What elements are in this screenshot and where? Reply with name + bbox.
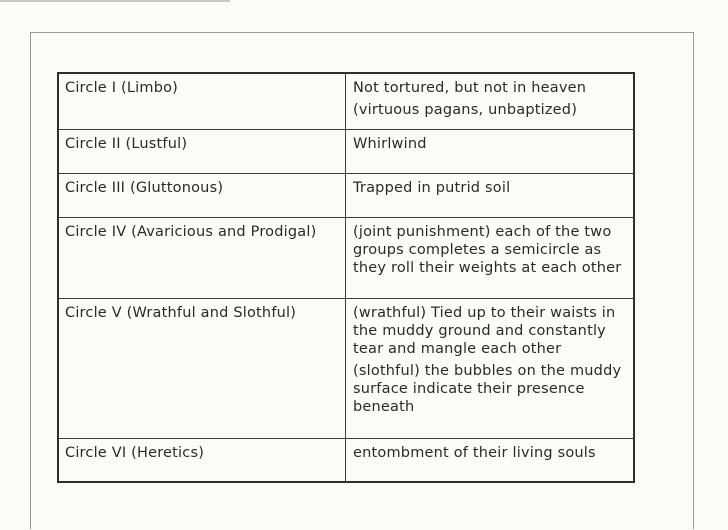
circle-name: Circle VI (Heretics) <box>59 439 346 481</box>
punishment-text: (joint punishment) each of the two groups completes a semicircle as they roll their weights at each other <box>353 224 622 276</box>
punishment-text: Whirlwind <box>353 136 427 152</box>
table-row <box>59 74 633 129</box>
punishment-text: (virtuous pagans, unbaptized) <box>353 102 578 118</box>
punishment-cell <box>346 130 633 173</box>
table-row <box>59 129 633 173</box>
table-row <box>59 217 633 298</box>
circle-name: Circle II (Lustful) <box>59 130 346 173</box>
circle-name: Circle III (Gluttonous) <box>59 174 346 217</box>
punishment-text: (wrathful) Tied up to their waists in the muddy ground and constantly tear and mangle each other <box>353 305 616 357</box>
table-row <box>59 438 633 481</box>
punishment-text: Not tortured, but not in heaven <box>353 80 587 96</box>
scan-edge-mark <box>0 0 230 2</box>
circle-name: Circle I (Limbo) <box>59 74 346 129</box>
table-row <box>59 298 633 438</box>
punishment-cell <box>346 174 633 217</box>
punishment-cell <box>346 218 633 298</box>
punishment-cell <box>346 439 633 481</box>
punishment-text: entombment of their living souls <box>353 445 596 461</box>
punishment-cell <box>346 74 633 129</box>
circle-name: Circle V (Wrathful and Slothful) <box>59 299 346 438</box>
punishment-text: Trapped in putrid soil <box>353 180 511 196</box>
circles-table <box>57 72 635 483</box>
punishment-cell <box>346 299 633 438</box>
punishment-text: (slothful) the bubbles on the muddy surface indicate their presence beneath <box>353 363 622 415</box>
circle-name: Circle IV (Avaricious and Prodigal) <box>59 218 346 298</box>
table-row <box>59 173 633 217</box>
